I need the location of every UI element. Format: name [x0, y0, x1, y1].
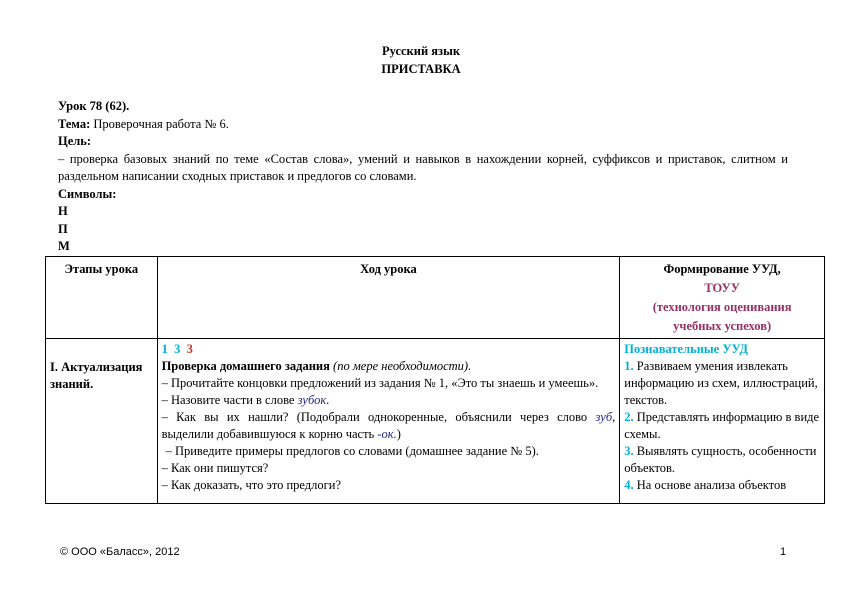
- course-cell: [157, 339, 620, 504]
- uud-item-2-text: Представлять информацию в виде схемы.: [624, 410, 820, 441]
- course-line-2-pre: – Назовите части в слове: [161, 393, 295, 407]
- uud-item-4-text: На основе анализа объектов: [636, 478, 787, 492]
- course-line-2-word: зубок: [297, 393, 327, 407]
- lesson-table: [45, 256, 825, 504]
- course-line-3-suffix: -ок.: [377, 427, 397, 441]
- course-line-4: – Приведите примеры предлогов со словами (домашнее задание № 5).: [165, 444, 539, 458]
- lesson-number: Урок 78 (62).: [58, 99, 130, 113]
- course-line-6: – Как доказать, что это предлоги?: [161, 478, 342, 492]
- lesson-topic-title: ПРИСТАВКА: [381, 62, 461, 76]
- task-title: Проверка домашнего задания: [161, 359, 330, 373]
- table-row: [46, 339, 825, 504]
- symbol-m: М: [58, 239, 70, 253]
- level-b: 3: [174, 342, 181, 356]
- task-title-line: [162, 358, 616, 375]
- uud-item-2: [624, 409, 820, 443]
- course-line-3-pre: – Как вы их нашли? (Подобрали однокоренные, объяснили через слово: [161, 410, 588, 424]
- symbol-p: П: [58, 221, 68, 236]
- header-uud-line1: Формирование УУД,: [663, 262, 781, 276]
- course-line-3: [162, 409, 616, 443]
- course-line-3-word: зуб: [595, 410, 613, 424]
- header-uud: [620, 257, 825, 339]
- footer-copyright: © ООО «Баласс», 2012: [60, 546, 180, 558]
- header-uud-line3: (технология оценивания: [652, 300, 792, 314]
- course-line-5: – Как они пишутся?: [161, 461, 269, 475]
- course-line-3-end: ): [396, 427, 401, 441]
- uud-item-1-text: Развиваем умения извлекать информацию из схем, иллюстраций, текстов.: [624, 359, 818, 407]
- uud-item-2-num: 2.: [624, 410, 634, 424]
- header-course: Ход урока: [157, 257, 620, 339]
- page-number: 1: [780, 546, 787, 558]
- stage-cell: I. Актуализация знаний.: [46, 339, 158, 504]
- theme-label: Тема:: [58, 116, 91, 131]
- uud-item-3: [624, 443, 820, 477]
- uud-item-4-num: 4.: [624, 478, 634, 492]
- symbols-label: Символы:: [58, 186, 117, 201]
- symbol-n: Н: [58, 204, 68, 218]
- goal-label: Цель:: [58, 134, 92, 148]
- course-line-3-mid: , выделили добавившуюся к корню часть: [161, 410, 616, 441]
- goal-text: – проверка базовых знаний по теме «Состав слова», умений и навыков в нахождении корней, суффиксов и приставок, слитном и раздельном написании сходных приставок и предлогов со словами.: [58, 151, 788, 183]
- theme-value: Проверочная работа № 6.: [93, 116, 229, 131]
- level-symbols: [162, 341, 616, 358]
- header-uud-line4: учебных успехов): [673, 319, 772, 333]
- course-line-2-post: .: [326, 393, 330, 407]
- header-stages: Этапы урока: [46, 257, 158, 339]
- uud-title: Познавательные УУД: [624, 342, 749, 356]
- theme-line: [58, 116, 788, 134]
- header-uud-line2: ТОУУ: [704, 281, 740, 295]
- uud-item-4: [624, 477, 820, 494]
- uud-item-1-num: 1.: [624, 359, 634, 373]
- course-line-1: – Прочитайте концовки предложений из задания № 1, «Это ты знаешь и умеешь».: [161, 376, 599, 390]
- course-line-2: [162, 392, 616, 409]
- task-note: (по мере необходимости).: [333, 359, 472, 373]
- uud-item-1: [624, 358, 820, 409]
- uud-cell: [620, 339, 825, 504]
- table-header-row: [46, 257, 825, 339]
- level-c: 3: [186, 342, 193, 356]
- uud-item-3-text: Выявлять сущность, особенности объектов.: [624, 444, 817, 475]
- subject-title: Русский язык: [381, 44, 461, 58]
- level-a: 1: [161, 342, 168, 356]
- lesson-meta: [58, 98, 788, 256]
- uud-item-3-num: 3.: [624, 444, 634, 458]
